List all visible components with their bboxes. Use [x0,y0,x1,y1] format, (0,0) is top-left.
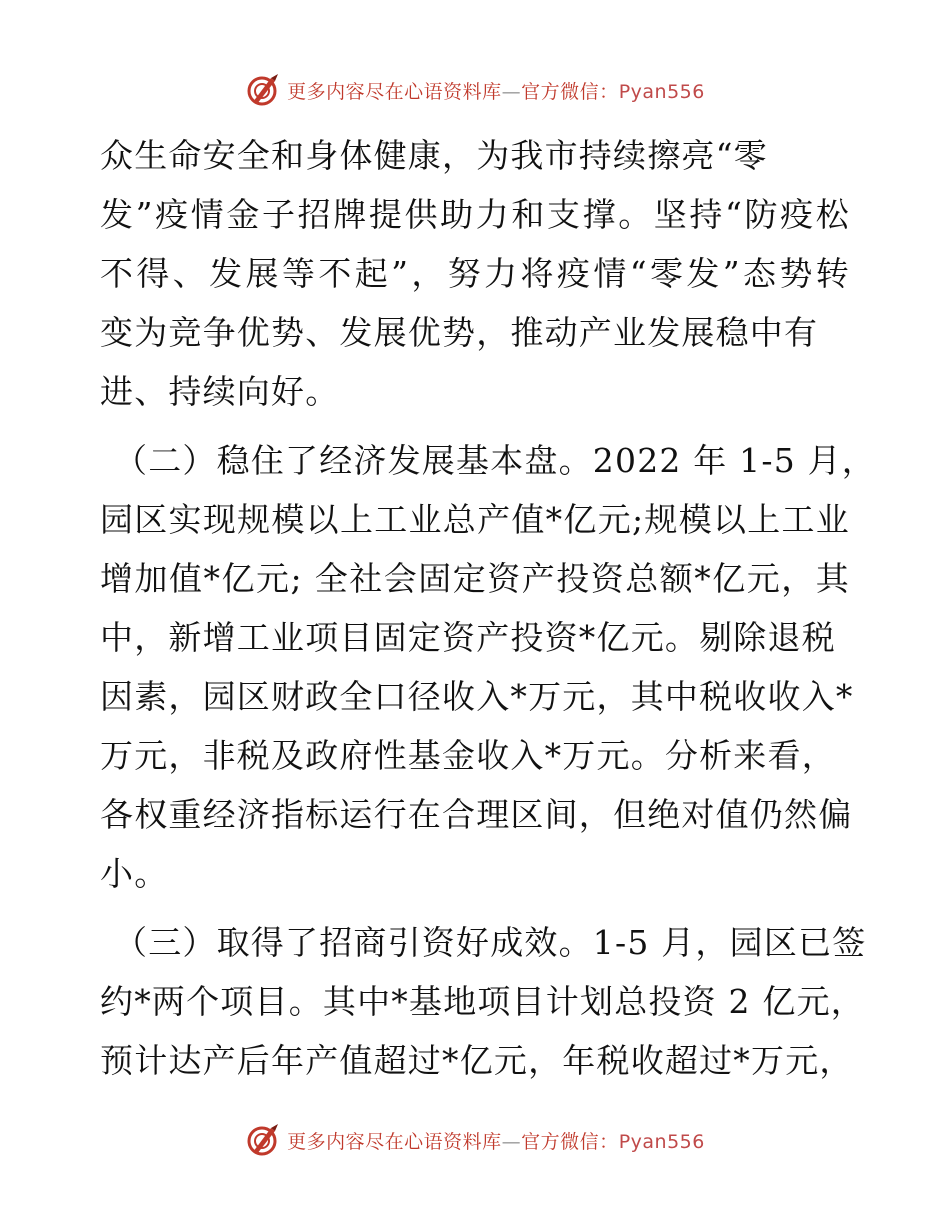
text-line: 不得、发展等不起”，努力将疫情“零发”态势转 [100,254,850,293]
footer-watermark [0,1120,950,1160]
text-line: 各权重经济指标运行在合理区间，但绝对值仍然偏 [100,795,853,834]
watermark-separator: — [501,1130,522,1153]
text-line: 进、持续向好。 [100,372,340,411]
text-line: 预计达产后年产值超过*亿元，年税收超过*万元， [100,1041,854,1080]
text-line: 小。 [100,854,169,893]
text-line: 约*两个项目。其中*基地项目计划总投资 2 亿元， [100,982,865,1021]
text-line: 因素，园区财政全口径收入*万元，其中税收收入* [100,677,854,716]
watermark-official-label: 官方微信： [521,1130,619,1153]
watermark-text [287,1127,705,1154]
text-line: 发”疫情金子招牌提供助力和支撑。坚持“防疫松 [100,195,850,234]
header-watermark [0,70,950,110]
watermark-main-text: 更多内容尽在心语资料库 [287,80,502,103]
text-line: 万元，非税及政府性基金收入*万元。分析来看， [100,736,836,775]
paragraph-3 [100,913,867,1090]
watermark-main-text: 更多内容尽在心语资料库 [287,1130,502,1153]
text-line: 众生命安全和身体健康，为我市持续擦亮“零 [100,136,768,175]
text-line: （三）取得了招商引资好成效。1-5 月，园区已签 [114,923,867,962]
quill-logo-icon [245,72,281,108]
watermark-separator: — [501,80,522,103]
document-body [100,126,876,1100]
text-line: （二）稳住了经济发展基本盘。2022 年 1-5 月， [114,441,876,480]
quill-logo-icon [245,1122,281,1158]
paragraph-2 [100,431,876,903]
text-line: 园区实现规模以上工业总产值*亿元;规模以上工业 [100,500,850,539]
text-line: 增加值*亿元; 全社会固定资产投资总额*亿元，其 [100,559,850,598]
watermark-wechat-id: Pyan556 [618,80,705,103]
watermark-text [287,77,705,104]
paragraph-1 [100,126,850,421]
watermark-official-label: 官方微信： [521,80,619,103]
watermark-wechat-id: Pyan556 [618,1130,705,1153]
text-line: 变为竞争优势、发展优势，推动产业发展稳中有 [100,313,819,352]
text-line: 中，新增工业项目固定资产投资*亿元。剔除退税 [100,618,836,657]
